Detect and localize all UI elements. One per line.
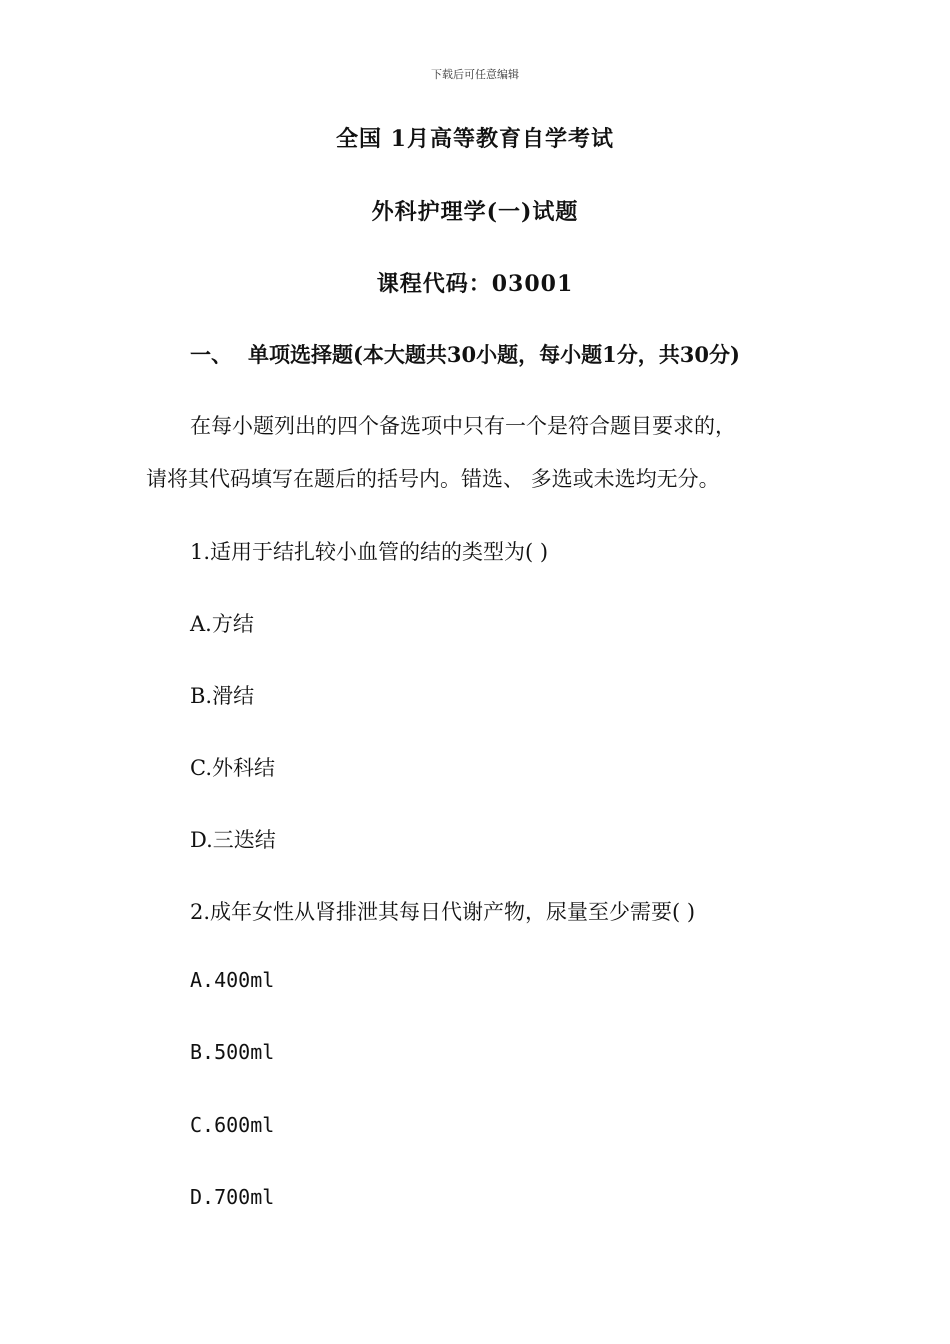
question-2-option-a: A.400ml <box>190 968 275 992</box>
question-1-option-d: D.三迭结 <box>190 828 276 852</box>
question-1-option-b: B.滑结 <box>190 684 255 708</box>
course-code: 课程代码：03001 <box>376 271 574 297</box>
question-1-text: 1.适用于结扎较小血管的结的类型为( ) <box>190 540 549 564</box>
section-heading <box>190 339 740 369</box>
question-2-option-d: D.700ml <box>190 1185 275 1209</box>
section-title: 单项选择题(本大题共30小题，每小题1分，共30分) <box>248 342 740 367</box>
question-2-option-c: C.600ml <box>190 1113 275 1137</box>
question-2-option-b: B.500ml <box>190 1040 275 1064</box>
question-1-option-a: A.方结 <box>190 612 254 636</box>
header-note: 下载后可任意编辑 <box>431 68 519 81</box>
question-1-option-c: C.外科结 <box>190 756 275 780</box>
subject-title: 外科护理学(一)试题 <box>371 199 579 225</box>
instructions-line-1: 在每小题列出的四个备选项中只有一个是符合题目要求的， <box>190 414 736 438</box>
exam-title: 全国 1月高等教育自学考试 <box>336 126 614 152</box>
section-number: 一、 <box>190 342 232 367</box>
instructions-line-2: 请将其代码填写在题后的括号内。错选、 多选或未选均无分。 <box>146 467 720 491</box>
question-2-text: 2.成年女性从肾排泄其每日代谢产物，尿量至少需要( ) <box>190 900 696 924</box>
